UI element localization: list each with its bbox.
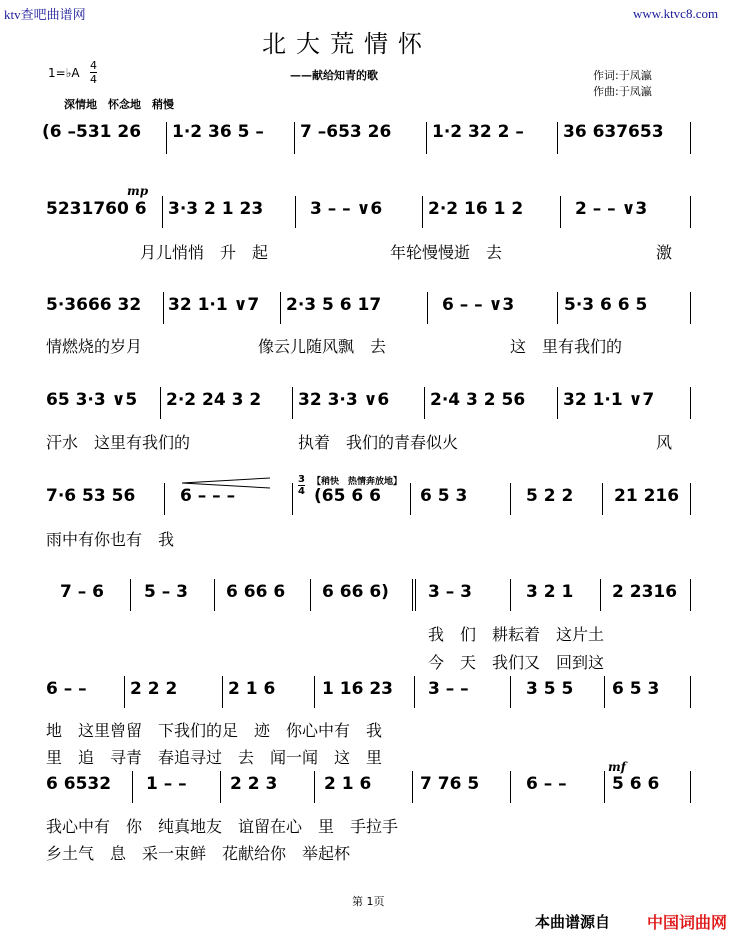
barline [280, 292, 281, 324]
barline [690, 483, 691, 515]
measure: 5 6 6 [612, 774, 660, 794]
barline [292, 483, 293, 515]
lyric-line: 我心中有 你 纯真地友 谊留在心 里 手拉手 [46, 817, 399, 836]
barline [163, 292, 164, 324]
barline [424, 387, 425, 419]
measure: 1·2 36 5 – [172, 122, 264, 142]
measure: 2 2316 [612, 582, 678, 602]
barline [132, 771, 133, 803]
measure: 2 1 6 [228, 679, 276, 699]
expression-marking: 深情地 怀念地 稍慢 [64, 98, 174, 111]
measure: 2·2 24 3 2 [166, 390, 262, 410]
lyric-line: 乡土气 息 采一束鲜 花献给你 举起杯 [46, 844, 351, 863]
dynamic-mf: mf [608, 760, 626, 774]
barline [410, 483, 411, 515]
section-time-signature [298, 474, 305, 497]
barline [292, 387, 293, 419]
watermark-right: www.ktvc8.com [633, 6, 719, 21]
measure: 32 1·1 ∨7 [563, 390, 655, 410]
measure: 7 76 5 [420, 774, 480, 794]
time-signature [90, 59, 97, 86]
barline [604, 676, 605, 708]
lyric-line: 地 这里曾留 下我们的足 迹 你心中有 我 [46, 721, 383, 740]
measure: (65 6 6 [314, 486, 381, 506]
measure: 21 216 [614, 486, 680, 506]
measure: 2 1 6 [324, 774, 372, 794]
lyric-line: 风 [656, 433, 673, 452]
composer-credit: 作曲:于凤瀛 [593, 85, 652, 98]
measure: 6 – – [46, 679, 87, 699]
barline [422, 196, 423, 228]
barline [690, 122, 691, 154]
staff-row-1 [42, 122, 141, 142]
measure: 2 – – ∨3 [575, 199, 648, 219]
measure: 1 – – [146, 774, 187, 794]
lyric-line: 月儿悄悄 升 起 [140, 243, 269, 262]
barline [314, 676, 315, 708]
barline [164, 483, 165, 515]
barline [602, 483, 603, 515]
dynamic-mp: mp [127, 184, 149, 198]
lyric-line: 汗水 这里有我们的 [46, 433, 191, 452]
barline [166, 122, 167, 154]
barline [162, 196, 163, 228]
lyric-line: 执着 我们的青春似火 [298, 433, 459, 452]
watermark-left: ktv查吧曲谱网 [4, 7, 86, 22]
measure: 3 – – ∨6 [310, 199, 383, 219]
lyric-line: 我 们 耕耘着 这片土 [428, 625, 605, 644]
barline [690, 676, 691, 708]
lyric-line: 像云儿随风飘 去 [258, 337, 387, 356]
lyric-line: 年轮慢慢逝 去 [390, 243, 503, 262]
barline [510, 483, 511, 515]
measure: 6 66 6) [322, 582, 389, 602]
barline [690, 387, 691, 419]
lyric-line: 今 天 我们又 回到这 [428, 653, 605, 672]
barline [295, 196, 296, 228]
measure: 3 – – [428, 679, 469, 699]
barline [510, 676, 511, 708]
section-time-bottom: 4 [298, 486, 305, 497]
measure: 3·3 2 1 23 [168, 199, 264, 219]
lyric-line: 情燃烧的岁月 [46, 337, 143, 356]
measure: 5231760 6 [46, 199, 147, 219]
page-number: 第 1页 [352, 895, 385, 908]
measure: (6 –531 26 [42, 122, 142, 142]
measure: 2·3 5 6 17 [286, 295, 382, 315]
barline [690, 196, 691, 228]
barline [510, 771, 511, 803]
lyric-line: 这 里有我们的 [510, 337, 623, 356]
barline [557, 122, 558, 154]
measure: 3 – 3 [428, 582, 472, 602]
measure: 5·3 6 6 5 [564, 295, 648, 315]
lyric-line: 雨中有你也有 我 [46, 530, 175, 549]
barline [426, 122, 427, 154]
barline [294, 122, 295, 154]
measure: 6 – – [526, 774, 567, 794]
measure: 5 – 3 [144, 582, 188, 602]
barline [314, 771, 315, 803]
measure: 7 – 6 [60, 582, 104, 602]
barline [690, 292, 691, 324]
measure: 6 6532 [46, 774, 112, 794]
measure: 1·2 32 2 – [432, 122, 524, 142]
measure: 6 – – – [180, 486, 236, 506]
measure: 32 3·3 ∨6 [298, 390, 390, 410]
barline [510, 579, 511, 611]
barline [560, 196, 561, 228]
song-title: 北大荒情怀 [262, 30, 432, 58]
measure: 1 16 23 [322, 679, 393, 699]
barline [124, 676, 125, 708]
barline [310, 579, 311, 611]
measure: 6 – – ∨3 [442, 295, 515, 315]
repeat-barline [415, 579, 416, 611]
measure: 2·4 3 2 56 [430, 390, 526, 410]
barline [557, 387, 558, 419]
measure: 2·2 16 1 2 [428, 199, 524, 219]
source-label: 本曲谱源自 [535, 913, 611, 931]
measure: 65 3·3 ∨5 [46, 390, 138, 410]
barline [690, 579, 691, 611]
lyricist-credit: 作词:于凤瀛 [593, 69, 652, 82]
measure: 7 –653 26 [300, 122, 392, 142]
subtitle: ——献给知青的歌 [290, 69, 378, 82]
barline [130, 579, 131, 611]
measure: 36 637653 [563, 122, 664, 142]
barline [414, 676, 415, 708]
barline [220, 771, 221, 803]
barline [427, 292, 428, 324]
measure: 2 2 2 [130, 679, 178, 699]
lyric-line: 里 追 寻青 春追寻过 去 闻一闻 这 里 [46, 748, 383, 767]
source-site[interactable]: 中国词曲网 [647, 913, 728, 932]
time-top: 4 [90, 59, 97, 72]
measure: 5·3666 32 [46, 295, 142, 315]
barline [222, 676, 223, 708]
measure: 3 5 5 [526, 679, 574, 699]
barline [690, 771, 691, 803]
barline [214, 579, 215, 611]
measure: 6 5 3 [420, 486, 468, 506]
barline [160, 387, 161, 419]
key-signature: 1=♭A [48, 66, 80, 80]
measure: 5 2 2 [526, 486, 574, 506]
barline [412, 771, 413, 803]
section-label: 【稍快 热情奔放地】 [312, 477, 403, 487]
measure: 6 66 6 [226, 582, 286, 602]
measure: 32 1·1 ∨7 [168, 295, 260, 315]
barline [600, 579, 601, 611]
measure: 3 2 1 [526, 582, 574, 602]
time-bottom: 4 [90, 73, 97, 86]
barline [412, 579, 413, 611]
measure: 6 5 3 [612, 679, 660, 699]
measure: 2 2 3 [230, 774, 278, 794]
barline [557, 292, 558, 324]
barline [604, 771, 605, 803]
lyric-line: 激 [656, 243, 673, 262]
measure: 7·6 53 56 [46, 486, 136, 506]
section-time-top: 3 [298, 474, 305, 485]
